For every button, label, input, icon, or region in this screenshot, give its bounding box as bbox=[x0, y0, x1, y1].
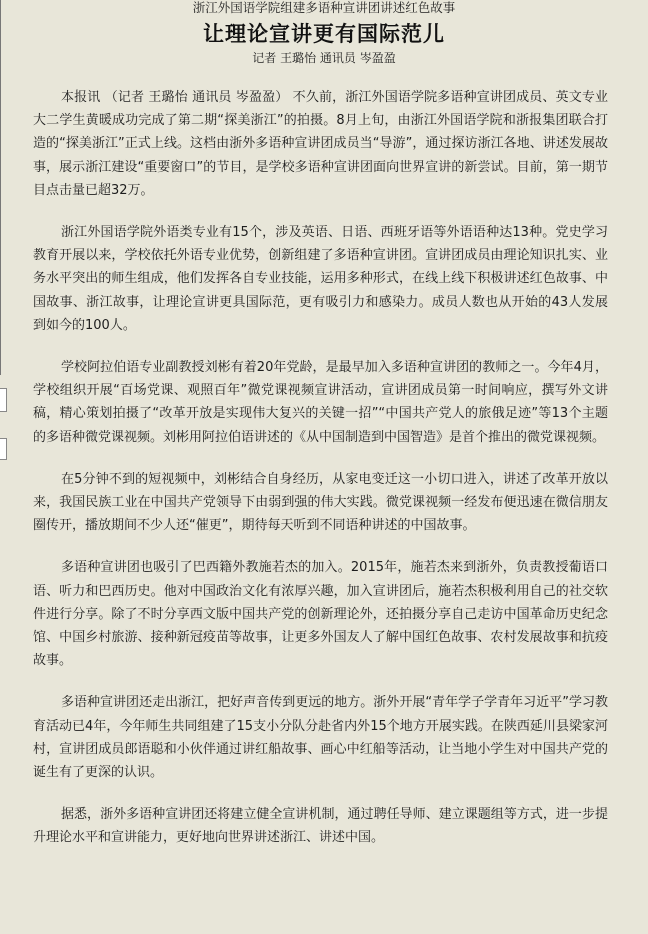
article-paragraph: 多语种宣讲团也吸引了巴西籍外教施若杰的加入。2015年，施若杰来到浙外，负责教授葡语口语、听力和巴西历史。他对中国政治文化有浓厚兴趣，加入宣讲团后，施若杰积极利用自己的社交软件进行分享。除了不时分享西文版中国共产党的创新理论外，还拍摄分享自己走访中国革命历史纪念馆、中国乡村旅游、接种新冠疫苗等故事，让更多外国友人了解中国红色故事、农村发展故事和抗疫故事。 bbox=[33, 560, 608, 669]
article-paragraph: 多语种宣讲团还走出浙江，把好声音传到更远的地方。浙外开展“青年学子学青年习近平”学习教育活动已4年，今年师生共同组建了15支小分队分赴省内外15个地方开展实践。在陕西延川县梁家河村，宣讲团成员郎语聪和小伙伴通过讲红船故事、画心中红船等活动，让当地小学生对中国共产党的诞生有了更深的认识。 bbox=[33, 695, 608, 781]
article-paragraph: 浙江外国语学院外语类专业有15个，涉及英语、日语、西班牙语等外语语种达13种。党史学习教育开展以来，学校依托外语专业优势，创新组建了多语种宣讲团。宣讲团成员由理论知识扎实、业务水平突出的师生组成，他们发挥各自专业技能，运用多种形式，在线上线下积极讲述红色故事、中国故事、浙江故事，让理论宣讲更具国际范，更有吸引力和感染力。成员人数也从开始的43人发展到如今的100人。 bbox=[33, 225, 608, 333]
article-paragraph: 本报讯 （记者 王璐怡 通讯员 岑盈盈） 不久前，浙江外国语学院多语种宣讲团成员、英文专业大二学生黄暖成功完成了第二期“探美浙江”的拍摄。8月上旬，由浙江外国语学院和浙报集团联合打造的“探美浙江”正式上线。这档由浙外多语种宣讲团成员当“导游”，通过探访浙江各地、讲述发展故事，展示浙江建设“重要窗口”的节目，是学校多语种宣讲团面向世界宣讲的新尝试。目前，第一期节目点击量已超32万。 bbox=[33, 90, 608, 198]
article-byline: 记者 王璐怡 通讯员 岑盈盈 bbox=[252, 51, 396, 65]
article-title: 让理论宣讲更有国际范儿 bbox=[203, 22, 445, 46]
article-paragraph: 据悉，浙外多语种宣讲团还将建立健全宣讲机制，通过聘任导师、建立课题组等方式，进一步提升理论水平和宣讲能力，更好地向世界讲述浙江、讲述中国。 bbox=[33, 807, 608, 846]
article-body bbox=[33, 86, 608, 869]
article-kicker: 浙江外国语学院组建多语种宣讲团讲述红色故事 bbox=[192, 0, 456, 15]
article-paragraph: 学校阿拉伯语专业副教授刘彬有着20年党龄，是最早加入多语种宣讲团的教师之一。今年4月，学校组织开展“百场党课、观照百年”微党课视频宣讲活动，宣讲团成员第一时间响应，撰写外文讲稿，精心策划拍摄了“改革开放是实现伟大复兴的关键一招”“中国共产党人的旅俄足迹”等13个主题的多语种微党课视频。刘彬用阿拉伯语讲述的《从中国制造到中国智造》是首个推出的微党课视频。 bbox=[33, 360, 608, 445]
article-paragraph: 在5分钟不到的短视频中，刘彬结合自身经历，从家电变迁这一小切口进入，讲述了改革开放以来，我国民族工业在中国共产党领导下由弱到强的伟大实践。微党课视频一经发布便迅速在微信朋友圈传开，播放期间不少人还“催更”，期待每天听到不同语种讲述的中国故事。 bbox=[33, 471, 608, 534]
